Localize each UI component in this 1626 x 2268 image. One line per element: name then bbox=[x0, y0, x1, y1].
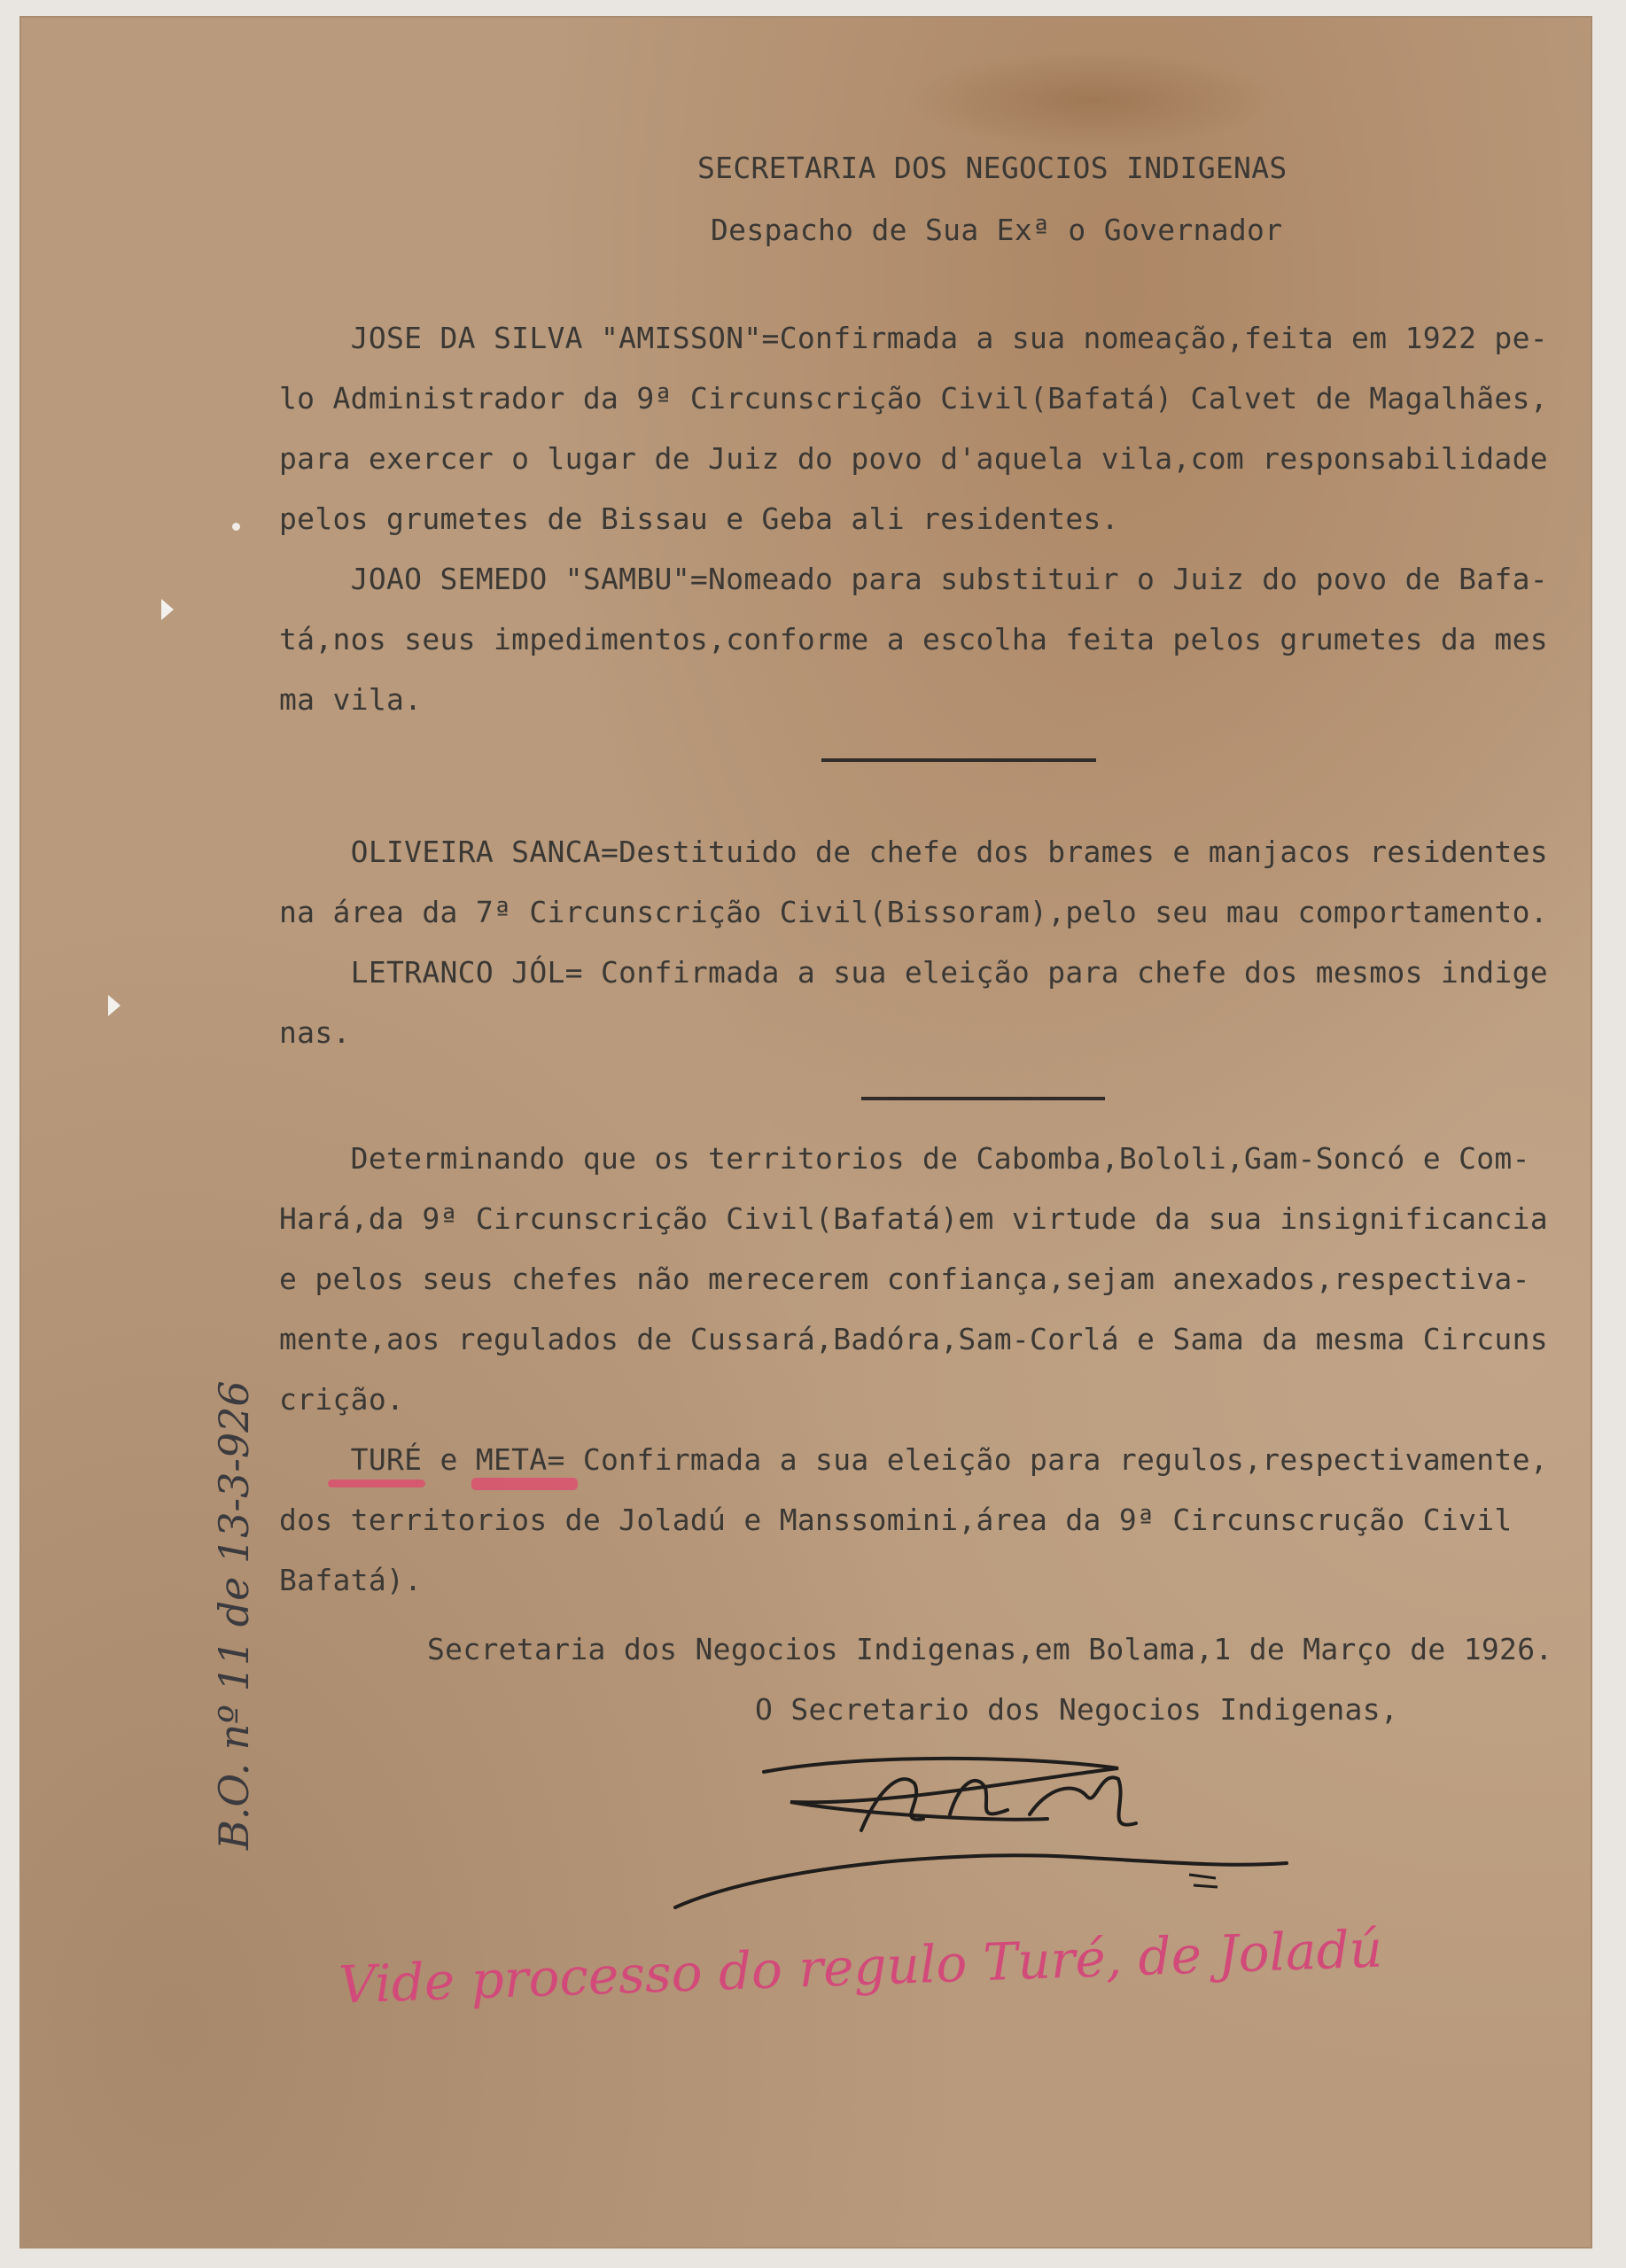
body-line: LETRANCO JÓL= Confirmada a sua eleição para chefe dos mesmos indige bbox=[279, 955, 1548, 990]
body-line: JOSE DA SILVA "AMISSON"=Confirmada a sua nomeação,feita em 1922 pe- bbox=[279, 321, 1548, 355]
signatory-title: O Secretario dos Negocios Indigenas, bbox=[755, 1692, 1399, 1727]
water-stain bbox=[906, 51, 1278, 149]
closing-line: Secretaria dos Negocios Indigenas,em Bolama,1 de Março de 1926. bbox=[427, 1632, 1553, 1666]
body-line: tá,nos seus impedimentos,conforme a escolha feita pelos grumetes da mes bbox=[279, 622, 1548, 656]
paper-tear bbox=[108, 995, 121, 1016]
paper-tear bbox=[161, 599, 174, 620]
body-line: mente,aos regulados de Cussará,Badóra,Sam-Corlá e Sama da mesma Circuns bbox=[279, 1322, 1548, 1356]
red-underline bbox=[471, 1478, 578, 1490]
red-ink-note: Vide processo do regulo Turé, de Joladú bbox=[338, 1918, 1384, 2016]
body-line: TURÉ e META= Confirmada a sua eleição para regulos,respectivamente, bbox=[279, 1442, 1548, 1477]
body-line: para exercer o lugar de Juiz do povo d'aquela vila,com responsabilidade bbox=[279, 441, 1548, 476]
punch-hole bbox=[232, 523, 240, 531]
body-line: crição. bbox=[279, 1382, 405, 1417]
section-divider bbox=[861, 1097, 1105, 1100]
body-line: na área da 7ª Circunscrição Civil(Bissoram),pelo seu mau comportamento. bbox=[279, 895, 1548, 929]
body-line: nas. bbox=[279, 1015, 351, 1050]
section-divider bbox=[821, 758, 1096, 762]
body-line: Hará,da 9ª Circunscrição Civil(Bafatá)em virtude da sua insignificancia bbox=[279, 1201, 1548, 1236]
body-line: dos territorios de Joladú e Manssomini,área da 9ª Circunscrução Civil bbox=[279, 1503, 1513, 1537]
body-line: ma vila. bbox=[279, 682, 423, 717]
signature-mark bbox=[657, 1717, 1295, 1930]
document-page bbox=[19, 16, 1592, 2249]
body-line: pelos grumetes de Bissau e Geba ali residentes. bbox=[279, 501, 1119, 536]
body-line: OLIVEIRA SANCA=Destituido de chefe dos brames e manjacos residentes bbox=[279, 835, 1548, 869]
heading-despacho: Despacho de Sua Exª o Governador bbox=[711, 213, 1283, 247]
body-line: lo Administrador da 9ª Circunscrição Civil(Bafatá) Calvet de Magalhães, bbox=[279, 381, 1548, 416]
body-line: Determinando que os territorios de Cabomba,Bololi,Gam-Soncó e Com- bbox=[279, 1141, 1530, 1176]
body-line: JOAO SEMEDO "SAMBU"=Nomeado para substituir o Juiz do povo de Bafa- bbox=[279, 562, 1548, 596]
heading-secretaria: SECRETARIA DOS NEGOCIOS INDIGENAS bbox=[697, 151, 1288, 185]
body-line: Bafatá). bbox=[279, 1563, 423, 1597]
red-underline bbox=[328, 1480, 425, 1487]
body-line: e pelos seus chefes não merecerem confiança,sejam anexados,respectiva- bbox=[279, 1262, 1530, 1296]
margin-note: B.O. nº 11 de 13-3-926 bbox=[210, 1380, 258, 1850]
